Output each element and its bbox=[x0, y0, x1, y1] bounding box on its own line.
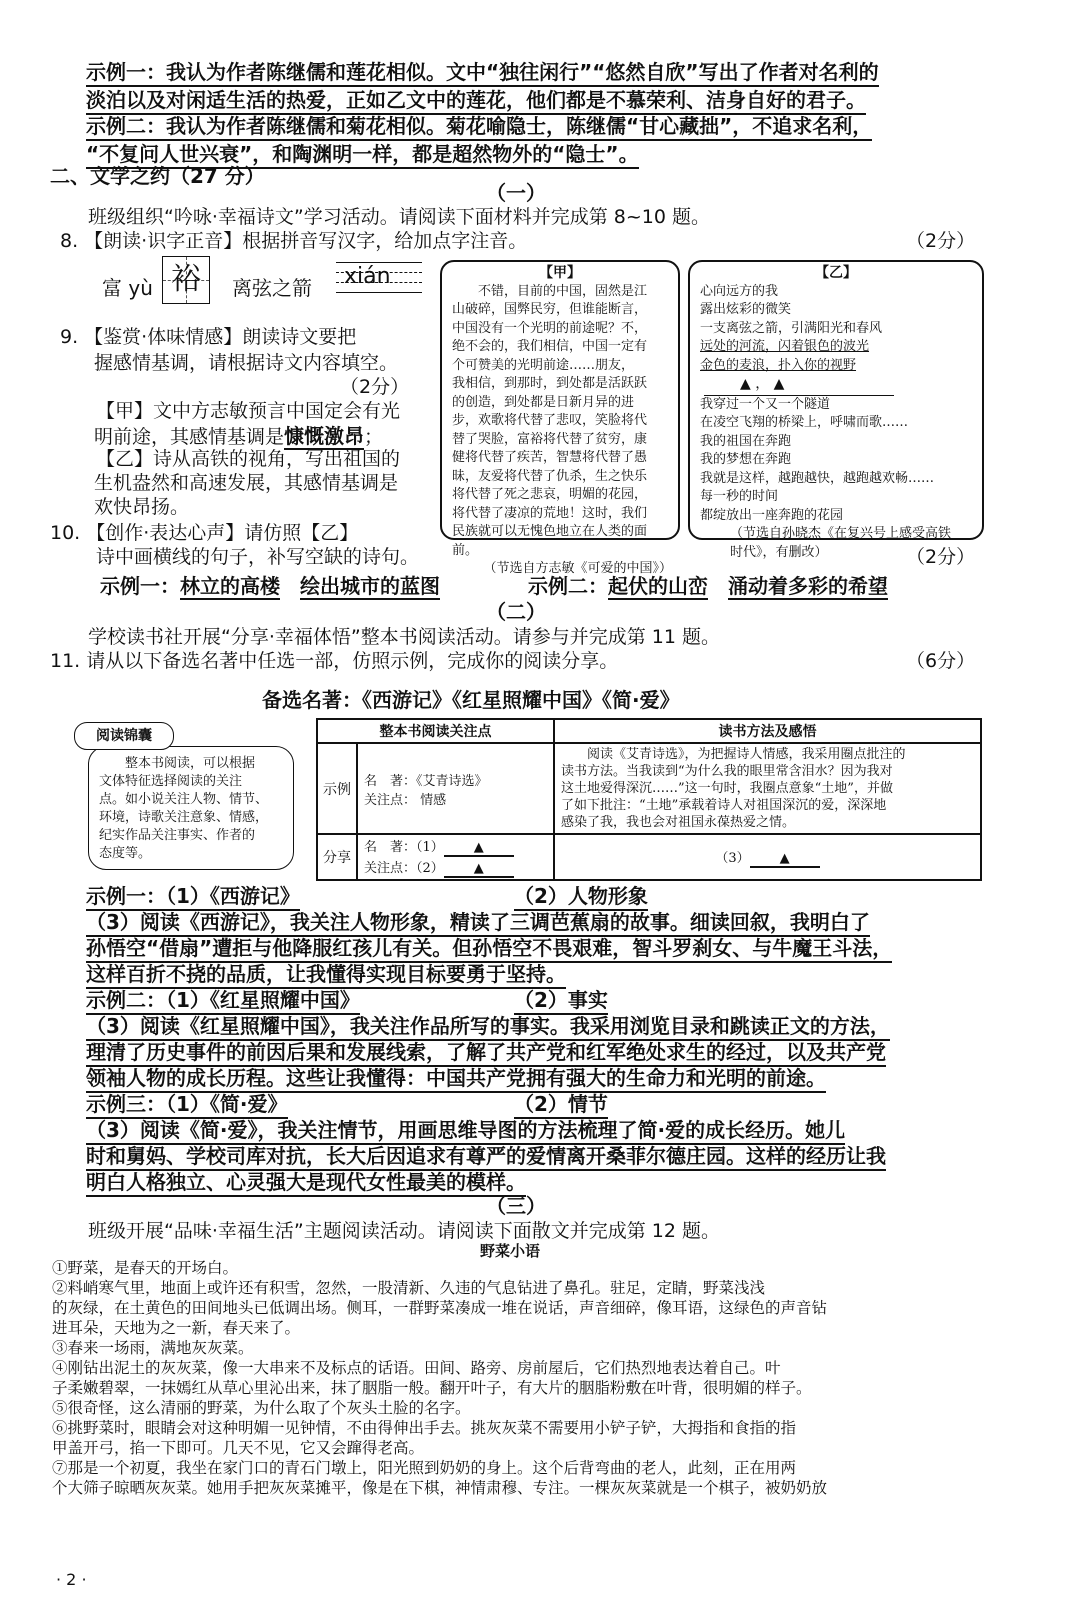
q10-score: （2分） bbox=[906, 546, 976, 568]
tianzige-box bbox=[162, 256, 210, 304]
text-line: 个大筛子晾晒灰灰菜。她用手把灰灰菜摊平，像是在下棋，神情肃穆、专注。一棵灰灰菜就是一个棋子，被奶奶放 bbox=[52, 1479, 828, 1497]
text-line: 一支离弦之箭，引满阳光和春风 bbox=[700, 320, 883, 336]
text-line: ②料峭寒气里，地面上或许还有积雪，忽然，一股清新、久违的气息钻进了鼻孔。驻足，定睛，野菜浅浅 bbox=[52, 1279, 766, 1297]
essay-body bbox=[52, 1258, 992, 1498]
example-text bbox=[554, 743, 981, 834]
poem-box-jia bbox=[440, 260, 680, 576]
box-title: 【甲】 bbox=[539, 265, 581, 281]
example1-head: 示例一：（1）《西游记》 bbox=[86, 880, 300, 911]
text-line: 的灰绿，在土黄色的田间地头已低调出场。侧耳，一群野菜凑成一堆在说话，声音细碎，像耳语，这绿色的声音钻 bbox=[52, 1299, 828, 1317]
text-line: 绝不会的，我们相信，中国一定有 bbox=[452, 339, 648, 354]
table-header: 读书方法及感悟 bbox=[554, 719, 981, 743]
box-title: 【乙】 bbox=[815, 265, 857, 281]
text-line: 读书方法。当我读到“为什么我的眼里常含泪水？因为我对 bbox=[561, 764, 893, 779]
q9-answer: 慷慨激昂 bbox=[284, 424, 365, 448]
q9-line: 欢快昂扬。 bbox=[94, 496, 190, 518]
q10-example2: 示例二：起伏的山峦 涌动着多彩的希望 bbox=[528, 574, 888, 598]
example2-head: （2）事实 bbox=[514, 984, 608, 1015]
answer-line: “不复问人世兴衰”，和陶渊明一样，都是超然物外的“隐士”。 bbox=[86, 138, 639, 169]
text-line: 前。 bbox=[452, 542, 479, 558]
q8-score: （2分） bbox=[906, 230, 976, 252]
example-book: 名 著：《艾青诗选》 关注点： 情感 bbox=[357, 743, 554, 834]
intro-text: 学校读书社开展“分享·幸福体悟”整本书阅读活动。请参与并完成第 11 题。 bbox=[88, 626, 720, 648]
share-text: （3） ▲ bbox=[554, 834, 981, 880]
q9-line: 【乙】诗从高铁的视角，写出祖国的 bbox=[96, 448, 401, 470]
blank-triangles: ▲ ， ▲ bbox=[740, 376, 785, 392]
yi-source: 时代》，有删改） bbox=[730, 544, 828, 560]
q9-line: 9. 【鉴赏·体味情感】朗读诗文要把 bbox=[60, 326, 357, 348]
text-line: 个可赞美的光明前途……朋友， bbox=[452, 357, 635, 373]
text-line: 将代替了凄凉的荒地！这时，我们 bbox=[452, 505, 648, 521]
table-header: 整本书阅读关注点 bbox=[317, 719, 554, 743]
text-line: 民族就可以无愧色地立在人类的面 bbox=[452, 524, 648, 539]
book-options: 备选名著：《西游记》《红星照耀中国》《简·爱》 bbox=[262, 688, 680, 712]
answer-line: 示例一：我认为作者陈继儒和莲花相似。文中“独往闲行”“悠然自欣”写出了作者对名利的 bbox=[86, 56, 879, 87]
example2-line: 领袖人物的成长历程。这些让我懂得：中国共产党拥有强大的生命力和光明的前途。 bbox=[86, 1062, 826, 1093]
intro-text: 班级开展“品味·幸福生活”主题阅读活动。请阅读下面散文并完成第 12 题。 bbox=[88, 1220, 720, 1242]
q9-line: 生机盎然和高速发展，其感情基调是 bbox=[94, 472, 399, 494]
yi-text bbox=[690, 283, 982, 376]
text-line: 这土地爱得深沉……”这一句时，我圈点意象“土地”，并做 bbox=[561, 781, 893, 796]
text-line: 文体特征选择阅读的关注 bbox=[99, 774, 243, 789]
text-line: 我穿过一个又一个隧道 bbox=[700, 396, 831, 412]
example2-line: （3）阅读《红星照耀中国》，我关注作品所写的事实。我采用浏览目录和跳读正文的方法， bbox=[86, 1010, 890, 1041]
q10-line: 10. 【创作·表达心声】请仿照【乙】 bbox=[50, 522, 359, 544]
text-line: 步，欢歌将代替了悲叹，笑脸将代 bbox=[452, 413, 648, 428]
text-line: 远处的河流，闪着银色的波光 bbox=[700, 339, 870, 354]
q11-text: 11. 请从以下备选名著中任选一部，仿照示例，完成你的阅读分享。 bbox=[50, 650, 619, 672]
text-line: 整本书阅读，可以根据 bbox=[125, 756, 256, 771]
part-title: （三） bbox=[486, 1194, 546, 1218]
text-line: 我相信，到那时，到处都是活跃跃 bbox=[452, 376, 648, 391]
jia-source: （节选自方志敏《可爱的中国》） bbox=[483, 561, 672, 576]
text-line: 昧，友爱将代替了仇杀，生之快乐 bbox=[452, 468, 648, 484]
text-line: 环境，诗歌关注意象、情感， bbox=[99, 810, 269, 825]
q9-score: （2分） bbox=[340, 376, 410, 398]
essay-title: 野菜小语 bbox=[480, 1242, 541, 1260]
share-book: 名 著：（1） ▲ 关注点：（2） ▲ bbox=[357, 834, 554, 880]
example2-head: 示例二：（1）《红星照耀中国》 bbox=[86, 984, 360, 1015]
example3-line: （3）阅读《简·爱》，我关注情节，用画思维导图的方法梳理了简·爱的成长经历。她儿 bbox=[86, 1114, 845, 1145]
text-line: 态度等。 bbox=[99, 846, 152, 861]
q8-answer1: 裕 bbox=[171, 262, 201, 297]
text-line: 点。如小说关注人物、情节、 bbox=[99, 792, 269, 807]
text-line: ⑤很奇怪，这么清丽的野菜，为什么取了个灰头土脸的名字。 bbox=[52, 1399, 471, 1417]
reading-table bbox=[316, 718, 982, 881]
example3-line: 时和舅妈、学校司库对抗，长大后因追求有尊严的爱情离开桑菲尔德庄园。这样的经历让我 bbox=[86, 1140, 886, 1171]
q8-text: 8. 【朗读·识字正音】根据拼音写汉字，给加点字注音。 bbox=[60, 230, 528, 252]
example1-head: （2）人物形象 bbox=[514, 880, 648, 911]
reading-tip bbox=[74, 722, 306, 874]
example2-line: 理清了历史事件的前因后果和发展线索，了解了共产党和红军绝处求生的经过，以及共产党 bbox=[86, 1036, 886, 1067]
text-line: 中国没有一个光明的前途呢？不， bbox=[452, 320, 648, 336]
yi-text bbox=[690, 396, 982, 526]
example1-line: （3）阅读《西游记》，我关注人物形象，精读了三调芭蕉扇的故事。细读回叙，我明白了 bbox=[86, 906, 870, 937]
example1-line: 孙悟空“借扇”遭拒与他降服红孩儿有关。但孙悟空不畏艰难，智斗罗刹女、与牛魔王斗法， bbox=[86, 932, 892, 963]
text-line: 每一秒的时间 bbox=[700, 489, 779, 504]
pinyin-lines bbox=[336, 262, 422, 292]
text-line: 子柔嫩碧翠，一抹嫣红从草心里沁出来，抹了胭脂一般。翻开叶子，有大片的胭脂粉敷在叶背，很明媚的样子。 bbox=[52, 1379, 812, 1397]
yi-source: （节选自孙晓杰《在复兴号上感受高铁 bbox=[730, 526, 952, 541]
text-line: 阅读《艾青诗选》，为把握诗人情感，我采用圈点批注的 bbox=[587, 747, 906, 762]
text-line: ③春来一场雨，满地灰灰菜。 bbox=[52, 1339, 254, 1357]
jia-text bbox=[442, 283, 678, 561]
section-title: 二、文学之约（27 分） bbox=[50, 164, 265, 188]
text-line: ⑦那是一个初夏，我坐在家门口的青石门墩上，阳光照到奶奶的身上。这个后背弯曲的老人，此刻，正在用两 bbox=[52, 1459, 797, 1477]
text-line: ⑥挑野菜时，眼睛会对这种明媚一见钟情，不由得伸出手去。挑灰灰菜不需要用小铲子铲，大拇指和食指的指 bbox=[52, 1419, 797, 1437]
text-line: 了如下批注：“土地”承载着诗人对祖国深沉的爱，深深地 bbox=[561, 798, 887, 813]
text-line: 替了哭脸，富裕将代替了贫穷，康 bbox=[452, 431, 648, 447]
example3-head: （2）情节 bbox=[514, 1088, 608, 1119]
example1-line: 这样百折不挠的品质，让我懂得实现目标要勇于坚持。 bbox=[86, 958, 566, 989]
intro-text: 班级组织“吟咏·幸福诗文”学习活动。请阅读下面材料并完成第 8~10 题。 bbox=[88, 206, 710, 228]
text-line: 甲盖开弓，掐一下即可。几天不见，它又会蹿得老高。 bbox=[52, 1439, 425, 1457]
part-title: （一） bbox=[486, 181, 546, 205]
text-line: 在凌空飞翔的桥梁上，呼啸而歌…… bbox=[700, 415, 909, 430]
tip-title: 阅读锦囊 bbox=[74, 722, 174, 750]
text-line: 山破碎，国弊民穷，但谁能断言， bbox=[452, 302, 648, 317]
q10-example1: 示例一：林立的高楼 绘出城市的蓝图 bbox=[100, 574, 440, 598]
text-line: ④刚钻出泥土的灰灰菜，像一大串来不及标点的话语。田间、路旁、房前屋后，它们热烈地表达着自己。叶 bbox=[52, 1359, 781, 1377]
text-line: 我的祖国在奔跑 bbox=[700, 433, 792, 449]
q9-line: 【甲】文中方志敏预言中国定会有光 bbox=[96, 400, 401, 422]
text-line: 感染了我，我也会对祖国永葆热爱之情。 bbox=[561, 815, 796, 830]
q9-line: 明前途，其感情基调是慷慨激昂； bbox=[94, 424, 384, 448]
text-line: 金色的麦浪，扑入你的视野 bbox=[700, 357, 857, 373]
text-line: 将代替了死之悲哀，明媚的花园， bbox=[452, 487, 648, 502]
text-line: ①野菜，是春天的开场白。 bbox=[52, 1259, 239, 1277]
text-line: 我就是这样，越跑越快，越跑越欢畅…… bbox=[700, 470, 935, 486]
text-line: 的创造，到处都是日新月异的进 bbox=[452, 394, 635, 410]
text-line: 纪实作品关注事实、作者的 bbox=[99, 828, 256, 843]
q9-line: 握感情基调，请根据诗文内容填空。 bbox=[94, 352, 399, 374]
q8-word1: 富 yù bbox=[102, 276, 153, 300]
page-number: · 2 · bbox=[56, 1570, 87, 1589]
q10-line: 诗中画横线的句子，补写空缺的诗句。 bbox=[96, 546, 420, 568]
text-line: 露出炫彩的微笑 bbox=[700, 302, 792, 317]
text-line: 都绽放出一座奔跑的花园 bbox=[700, 507, 844, 523]
answer-line: 示例二：我认为作者陈继儒和菊花相似。菊花喻隐士，陈继儒“甘心藏拙”，不追求名利， bbox=[86, 110, 872, 141]
q11-score: （6分） bbox=[906, 650, 976, 672]
text-line: 不错，目前的中国，固然是江 bbox=[478, 283, 648, 299]
row-label: 分享 bbox=[317, 834, 357, 880]
example3-line: 明白人格独立、心灵强大是现代女性最美的模样。 bbox=[86, 1166, 526, 1197]
text-line: 健将代替了疾苦，智慧将代替了愚 bbox=[452, 450, 648, 465]
part-title: （二） bbox=[486, 600, 546, 624]
text-line: 进耳朵，天地为之一新，春天来了。 bbox=[52, 1319, 301, 1337]
tip-text bbox=[88, 746, 294, 870]
row-label: 示例 bbox=[317, 743, 357, 834]
example3-head: 示例三：（1）《简·爱》 bbox=[86, 1088, 288, 1119]
q8-word2: 离弦之箭 bbox=[232, 276, 312, 300]
text-line: 心向远方的我 bbox=[700, 283, 779, 299]
text-line: 我的梦想在奔跑 bbox=[700, 452, 792, 467]
answer-line: 淡泊以及对闲适生活的热爱，正如乙文中的莲花，他们都是不慕荣利、洁身自好的君子。 bbox=[86, 84, 866, 115]
q8-answer2: xián bbox=[344, 264, 391, 289]
